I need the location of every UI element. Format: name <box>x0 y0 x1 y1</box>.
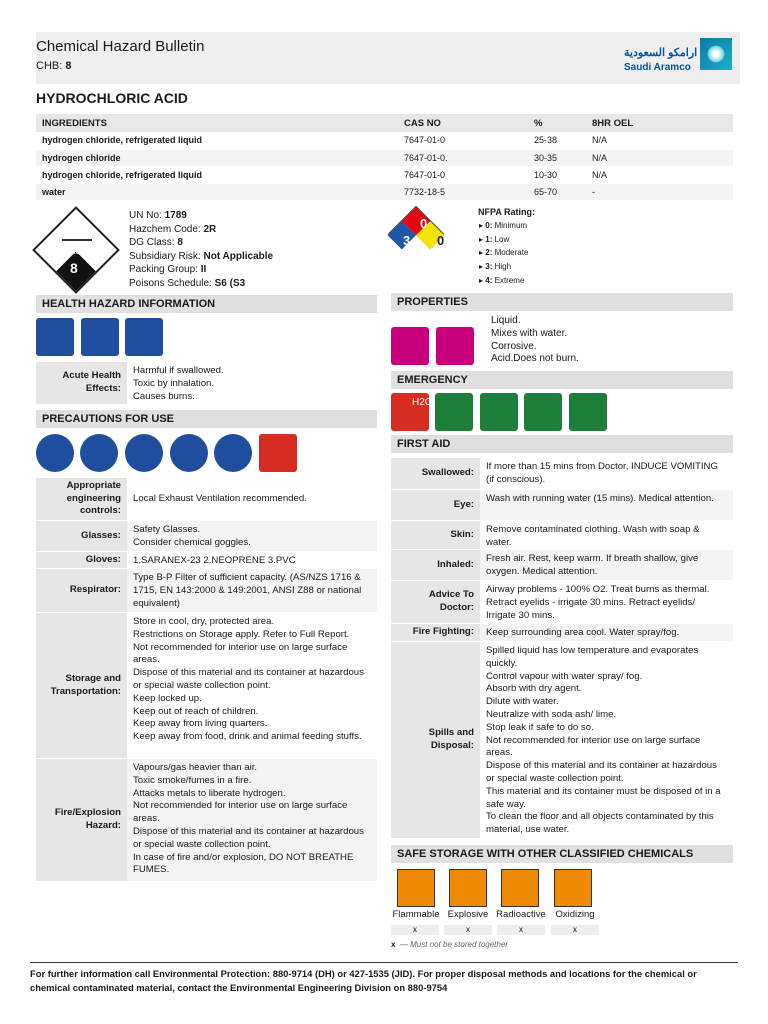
bulletin-title: Chemical Hazard Bulletin <box>36 38 205 55</box>
storage-label-oxidizing: Oxidizing <box>555 909 595 920</box>
incompatible-icon <box>259 434 297 472</box>
nfpa-rating-title: NFPA Rating: <box>478 207 535 217</box>
table-row: hydrogen chloride 7647-01-0. 30-35 N/A <box>36 149 733 166</box>
product-name: HYDROCHLORIC ACID <box>36 90 188 106</box>
health-label: Acute Health Effects: <box>36 362 127 404</box>
protective-suit-icon <box>125 434 163 472</box>
ingredients-table <box>36 114 733 201</box>
table-row: water 7732-18-5 65-70 - <box>36 183 733 200</box>
storage-label-flammable: Flammable <box>392 909 440 920</box>
storage-mark: x <box>497 925 545 935</box>
storage-mark: x <box>444 925 492 935</box>
health-value: Harmful if swallowed. Toxic by inhalation. Causes burns. <box>133 365 224 402</box>
face-shield-icon <box>36 434 74 472</box>
hand-wash-icon <box>569 393 607 431</box>
storage-mark: x <box>551 925 599 935</box>
table-row: hydrogen chloride, refrigerated liquid 7647-01-0 25-38 N/A <box>36 132 733 149</box>
corrosive-hand-icon <box>125 318 163 356</box>
toxic-face-icon <box>36 318 74 356</box>
h2o-label: H2O <box>412 397 433 408</box>
saudi-aramco-logo: ارامكو السعودية Saudi Aramco <box>624 36 734 78</box>
corrosive-symbol-icon <box>62 231 92 241</box>
table-row: hydrogen chloride, refrigerated liquid 7647-01-0 10-30 N/A <box>36 166 733 183</box>
gloves-icon <box>80 434 118 472</box>
radioactive-icon <box>501 869 539 907</box>
nfpa-reactivity: 0 <box>437 233 445 248</box>
rest-bed-icon <box>435 393 473 431</box>
nfpa-legend: ▸ 0: Minimum ▸ 1: Low ▸ 2: Moderate ▸ 3: High ▸ 4: Extreme <box>479 221 529 285</box>
storage-legend: x — Must not be stored together <box>391 940 508 949</box>
section-emergency: EMERGENCY <box>391 371 733 389</box>
section-first-aid: FIRST AID <box>391 435 733 453</box>
flammable-icon <box>397 869 435 907</box>
aramco-logo-icon <box>700 38 732 70</box>
safety-shower-icon <box>524 393 562 431</box>
nfpa-health: 3 <box>403 233 411 248</box>
transport-info: UN No: 1789 Hazchem Code: 2R DG Class: 8 Subsidiary Risk: Not Applicable Packing Group: II Poisons Schedule: S6 (S3 <box>129 210 274 289</box>
explosive-icon <box>449 869 487 907</box>
col-cas: CAS NO <box>398 114 528 132</box>
dg-label: CORROSIVE <box>58 250 95 256</box>
properties-text: Liquid. Mixes with water. Corrosive. Acid.Does not burn. <box>491 315 579 365</box>
section-precautions: PRECAUTIONS FOR USE <box>36 410 377 428</box>
health-effects-row <box>36 362 377 404</box>
section-properties: PROPERTIES <box>391 293 733 311</box>
section-health-hazard: HEALTH HAZARD INFORMATION <box>36 295 377 313</box>
oxidizing-icon <box>554 869 592 907</box>
col-oel: 8HR OEL <box>586 114 733 132</box>
storage-mark: x <box>391 925 439 935</box>
dg-class-number: 8 <box>70 260 78 276</box>
chb-number: CHB: 8 <box>36 60 72 72</box>
boots-icon <box>170 434 208 472</box>
nfpa-flammability: 0 <box>420 216 428 231</box>
eye-wash-icon <box>480 393 518 431</box>
header-bar <box>36 32 740 84</box>
storage-label-explosive: Explosive <box>447 909 489 920</box>
col-ingredients: INGREDIENTS <box>36 114 398 132</box>
footer-contact: For further information call Environmental Protection: 880-9714 (DH) or 427-1535 (JID). For proper disposal methods and locations for the chemical or chemical contaminated material, contact the Environmental Engineering Division on 880-9754 <box>30 962 738 995</box>
corrosive-liquid-icon <box>391 327 429 365</box>
col-percent: % <box>528 114 586 132</box>
respirator-icon <box>214 434 252 472</box>
section-safe-storage: SAFE STORAGE WITH OTHER CLASSIFIED CHEMICALS <box>391 845 733 863</box>
mixes-water-icon <box>436 327 474 365</box>
storage-label-radioactive: Radioactive <box>496 909 546 920</box>
nfpa-diamond-icon <box>388 206 445 263</box>
toxic-inhalation-icon <box>81 318 119 356</box>
